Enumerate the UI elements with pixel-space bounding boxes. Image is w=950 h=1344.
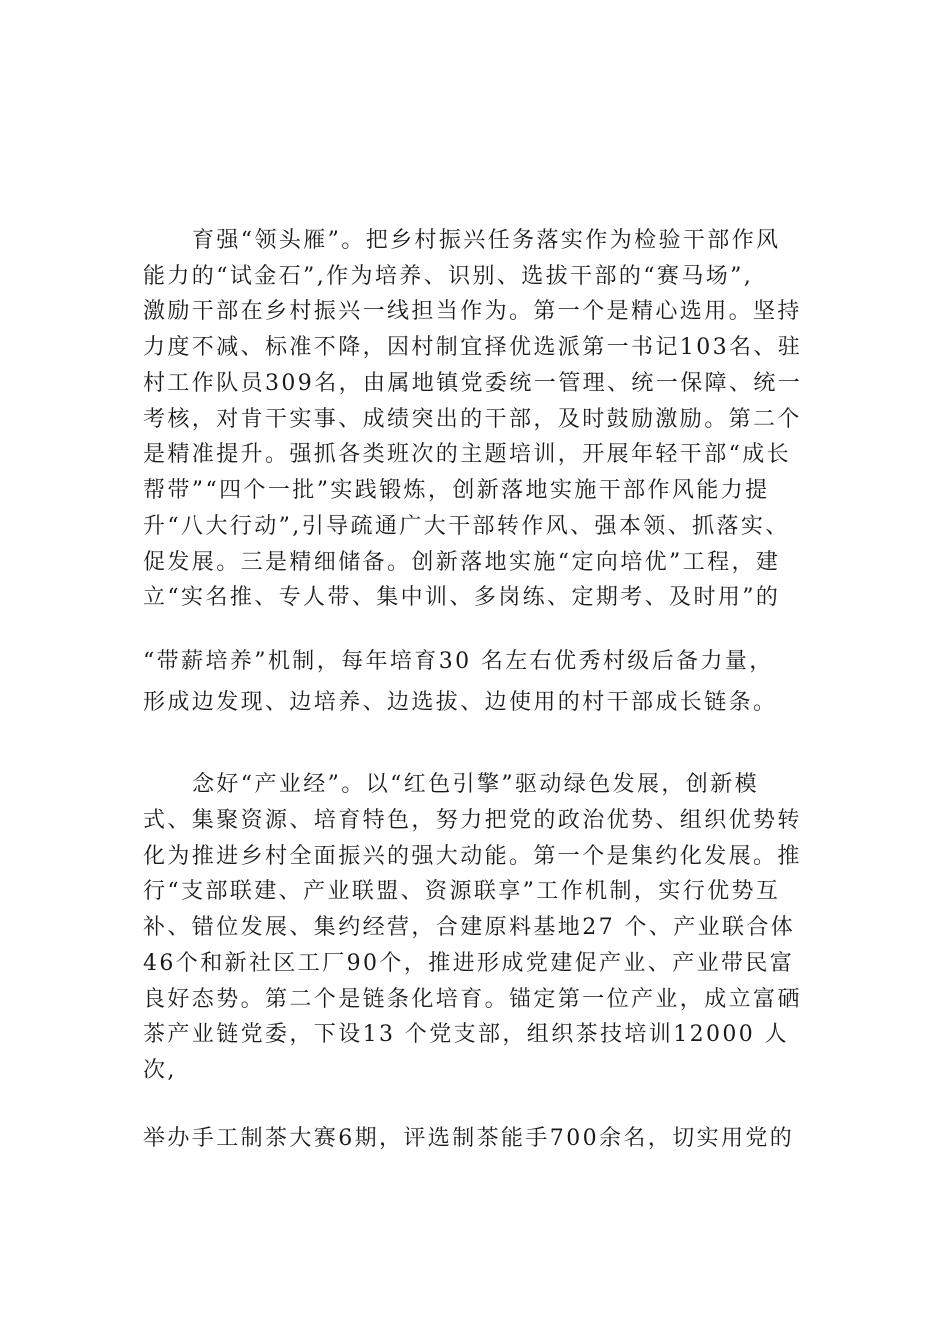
paragraph-1-line-2: 能力的“试金石”,作为培养、识别、选拔干部的“赛马场”, xyxy=(143,264,754,289)
paragraph-1-line-13: 形成边发现、边培养、边选拔、边使用的村干部成长链条。 xyxy=(143,690,778,715)
paragraph-1-line-5: 村工作队员309名，由属地镇党委统一管理、统一保障、统一 xyxy=(143,371,803,396)
paragraph-2-line-10: 举办手工制茶大赛6期，评选制茶能手700余名，切实用党的 xyxy=(143,1126,795,1151)
paragraph-2-line-8: 茶产业链党委，下设13 个党支部，组织茶技培训12000 人 xyxy=(143,1022,789,1047)
paragraph-1-line-11: 立“实名推、专人带、集中训、多岗练、定期考、及时用”的 xyxy=(143,585,781,610)
paragraph-2-line-4: 行“支部联建、产业联盟、资源联享”工作机制，实行优势互 xyxy=(143,879,781,904)
paragraph-1-line-6: 考核，对肯干实事、成绩突出的干部，及时鼓励激励。第二个 xyxy=(143,407,802,432)
paragraph-2-line-3: 化为推进乡村全面振兴的强大动能。第一个是集约化发展。推 xyxy=(143,844,802,869)
paragraph-1-line-10: 促发展。三是精细储备。创新落地实施“定向培优”工程，建 xyxy=(143,550,781,575)
paragraph-1-line-3: 激励干部在乡村振兴一线担当作为。第一个是精心选用。坚持 xyxy=(143,299,802,324)
paragraph-1-line-4: 力度不减、标准不降，因村制宜择优选派第一书记103名、驻 xyxy=(143,335,803,360)
paragraph-1-line-9: 升“八大行动”,引导疏通广大干部转作风、强本领、抓落实、 xyxy=(143,514,790,539)
paragraph-2-line-6: 46个和新社区工厂90个，推进形成党建促产业、产业带民富 xyxy=(143,951,795,976)
paragraph-2-line-7: 良好态势。第二个是链条化培育。锚定第一位产业，成立富硒 xyxy=(143,987,802,1012)
paragraph-2-line-9: 次, xyxy=(143,1058,177,1083)
paragraph-1-line-12: “带薪培养”机制，每年培育30 名左右优秀村级后备力量， xyxy=(143,649,774,674)
paragraph-2-line-2: 式、集聚资源、培育特色，努力把党的政治优势、组织优势转 xyxy=(143,808,802,833)
paragraph-1-line-8: 帮带”“四个一批”实践锻炼，创新落地实施干部作风能力提 xyxy=(143,478,770,503)
paragraph-2-line-1: 念好“产业经”。以“红色引擎”驱动绿色发展，创新模 xyxy=(192,772,759,797)
paragraph-1-line-1: 育强“领头雁”。把乡村振兴任务落实作为检验干部作风 xyxy=(192,228,781,253)
paragraph-2-line-5: 补、错位发展、集约经营，合建原料基地27 个、产业联合体 xyxy=(143,915,796,940)
paragraph-1-line-7: 是精准提升。强抓各类班次的主题培训，开展年轻干部“成长 xyxy=(143,442,792,467)
